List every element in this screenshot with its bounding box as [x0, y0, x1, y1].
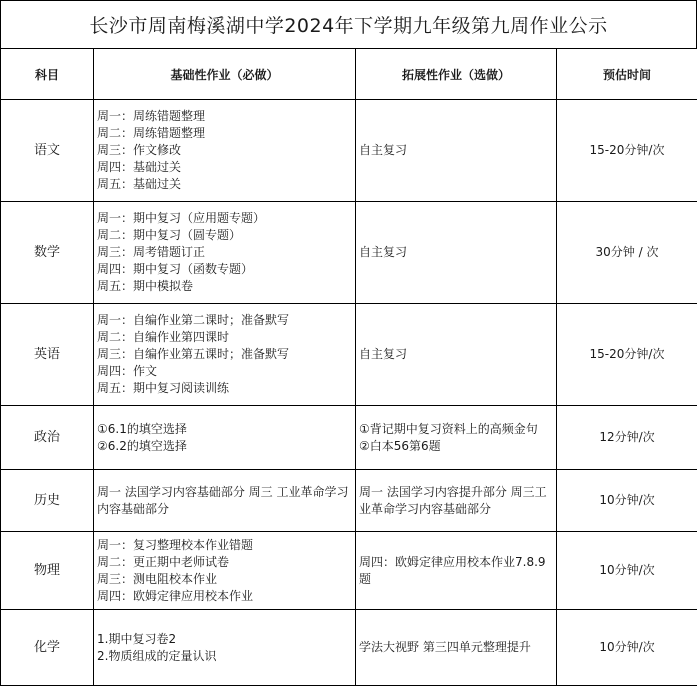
basic-line: 周四：欧姆定律应用校本作业 [97, 588, 353, 605]
basic-line: 周二：期中复习（圆专题） [97, 227, 353, 244]
basic-line: 周五：期中模拟卷 [97, 278, 353, 295]
basic-line: 周三：测电阻校本作业 [97, 571, 353, 588]
extended-cell [356, 100, 557, 202]
basic-cell [94, 202, 356, 304]
basic-cell [94, 406, 356, 470]
table-row [1, 100, 697, 202]
header-basic: 基础性作业（必做） [94, 49, 356, 100]
time-cell: 10分钟/次 [557, 610, 697, 686]
basic-line: 周四：基础过关 [97, 159, 353, 176]
basic-line: 周二：自编作业第四课时 [97, 329, 353, 346]
basic-cell [94, 532, 356, 610]
extended-line: ②白本56第6题 [359, 438, 554, 455]
table-row [1, 406, 697, 470]
extended-cell [356, 202, 557, 304]
extended-line: 周四：欧姆定律应用校本作业7.8.9题 [359, 554, 554, 588]
basic-line: 周二：周练错题整理 [97, 125, 353, 142]
time-cell: 30分钟 / 次 [557, 202, 697, 304]
extended-cell [356, 406, 557, 470]
time-cell: 15-20分钟/次 [557, 100, 697, 202]
basic-line: 周一：期中复习（应用题专题） [97, 210, 353, 227]
extended-line: 自主复习 [359, 142, 554, 159]
table-row [1, 202, 697, 304]
basic-line: 周四：期中复习（函数专题） [97, 261, 353, 278]
subject-cell: 物理 [1, 532, 94, 610]
basic-cell [94, 470, 356, 532]
extended-line: ①背记期中复习资料上的高频金句 [359, 421, 554, 438]
table-row [1, 304, 697, 406]
basic-line: 周三：周考错题订正 [97, 244, 353, 261]
basic-line: 周二：更正期中老师试卷 [97, 554, 353, 571]
basic-line: 2.物质组成的定量认识 [97, 648, 353, 665]
extended-line: 自主复习 [359, 346, 554, 363]
basic-line: 周一 法国学习内容基础部分 周三 工业革命学习内容基础部分 [97, 484, 353, 518]
time-cell: 12分钟/次 [557, 406, 697, 470]
subject-cell: 政治 [1, 406, 94, 470]
time-cell: 10分钟/次 [557, 532, 697, 610]
subject-cell: 英语 [1, 304, 94, 406]
basic-line: 周四：作文 [97, 363, 353, 380]
header-time: 预估时间 [557, 49, 697, 100]
subject-cell: 语文 [1, 100, 94, 202]
page-title: 长沙市周南梅溪湖中学2024年下学期九年级第九周作业公示 [0, 0, 697, 48]
time-cell: 15-20分钟/次 [557, 304, 697, 406]
extended-line: 周一 法国学习内容提升部分 周三工业革命学习内容基础部分 [359, 484, 554, 518]
basic-line: 周一：自编作业第二课时；准备默写 [97, 312, 353, 329]
basic-cell [94, 304, 356, 406]
extended-cell [356, 610, 557, 686]
subject-cell: 数学 [1, 202, 94, 304]
time-cell: 10分钟/次 [557, 470, 697, 532]
basic-line: 周一：复习整理校本作业错题 [97, 537, 353, 554]
header-row [1, 49, 697, 100]
basic-cell [94, 100, 356, 202]
table-row [1, 610, 697, 686]
basic-line: ①6.1的填空选择 [97, 421, 353, 438]
extended-line: 自主复习 [359, 244, 554, 261]
basic-line: 周三：自编作业第五课时；准备默写 [97, 346, 353, 363]
basic-line: 周五：期中复习阅读训练 [97, 380, 353, 397]
table-row [1, 532, 697, 610]
table-row [1, 470, 697, 532]
basic-line: ②6.2的填空选择 [97, 438, 353, 455]
header-extended: 拓展性作业（选做） [356, 49, 557, 100]
subject-cell: 历史 [1, 470, 94, 532]
basic-line: 周一：周练错题整理 [97, 108, 353, 125]
basic-line: 周三：作文修改 [97, 142, 353, 159]
extended-cell [356, 470, 557, 532]
basic-line: 1.期中复习卷2 [97, 631, 353, 648]
homework-table [0, 48, 697, 686]
header-subject: 科目 [1, 49, 94, 100]
basic-cell [94, 610, 356, 686]
basic-line: 周五：基础过关 [97, 176, 353, 193]
extended-cell [356, 532, 557, 610]
extended-line: 学法大视野 第三四单元整理提升 [359, 639, 554, 656]
subject-cell: 化学 [1, 610, 94, 686]
extended-cell [356, 304, 557, 406]
